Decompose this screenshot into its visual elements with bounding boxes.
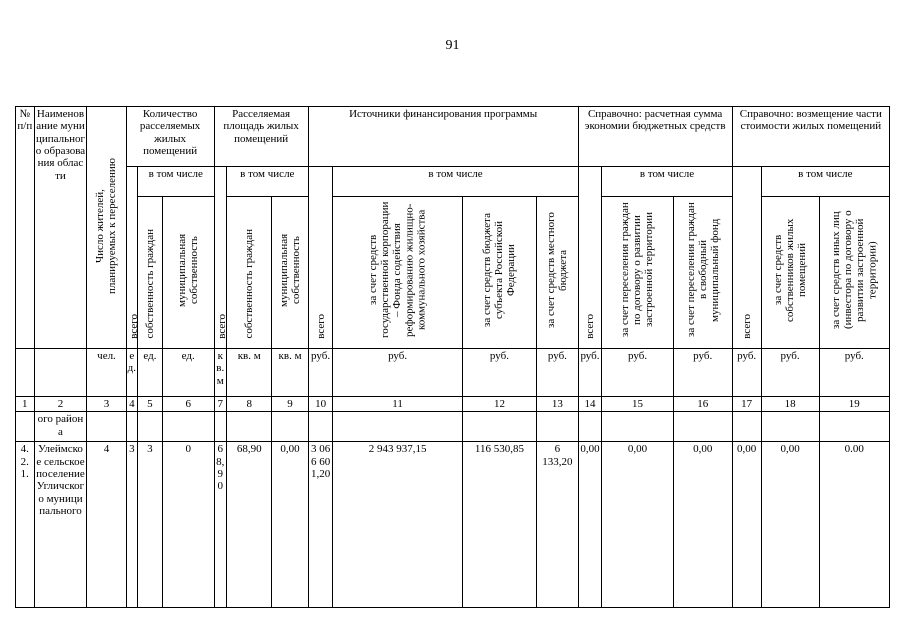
table-cell: 6 133,20 [537, 442, 578, 608]
compensation-total-header: всего [732, 167, 761, 349]
row-name: Улеймское сельское поселение Угличского муниципального [34, 442, 87, 608]
unit-cell: чел. [87, 349, 126, 397]
column-number: 7 [214, 397, 226, 412]
table-cell [761, 412, 819, 442]
column-number: 16 [673, 397, 732, 412]
econ-dev-header: за счет переселения граждан по договору о развитии застроенной территории [602, 197, 673, 349]
comp-owner-header: за счет средств собственников жилых помещений [761, 197, 819, 349]
unit-cell: руб. [537, 349, 578, 397]
column-number: 14 [578, 397, 602, 412]
table-cell [578, 412, 602, 442]
unit-cell: ед. [162, 349, 214, 397]
area-municipal-header: муниципальная собственность [272, 197, 308, 349]
table-cell [308, 412, 333, 442]
premises-private-header: собственность граждан [138, 197, 163, 349]
unit-cell: кв. м [214, 349, 226, 397]
economy-header: Справочно: расчетная сумма экономии бюджетных средств [578, 107, 732, 167]
econ-free-header: за счет переселения граждан в свободный муниципальный фонд [673, 197, 732, 349]
unit-cell [16, 349, 35, 397]
funding-header: Источники финансирования программы [308, 107, 578, 167]
unit-cell: руб. [308, 349, 333, 397]
area-incl-header: в том числе [226, 167, 308, 197]
unit-cell: ед. [126, 349, 137, 397]
unit-cell: кв. м [226, 349, 272, 397]
col-number-header: № п/п [16, 107, 35, 349]
table-cell: 2 943 937,15 [333, 442, 462, 608]
unit-cell [34, 349, 87, 397]
table-cell: 0,00 [673, 442, 732, 608]
area-header: Расселяемая площадь жилых помещений [214, 107, 308, 167]
premises-header: Количество расселяемых жилых помещений [126, 107, 214, 167]
column-number: 12 [462, 397, 536, 412]
table-cell [214, 412, 226, 442]
column-number: 9 [272, 397, 308, 412]
page-number: 91 [445, 38, 460, 53]
row-number [16, 412, 35, 442]
col-name-header: Наименование муниципального образования области [34, 107, 87, 349]
fund-subject-header: за счет средств бюджета субъекта Российской Федерации [462, 197, 536, 349]
column-number: 8 [226, 397, 272, 412]
unit-cell: ед. [138, 349, 163, 397]
table-cell: 68,90 [226, 442, 272, 608]
table-cell [272, 412, 308, 442]
table-cell: 0,00 [578, 442, 602, 608]
table-cell [673, 412, 732, 442]
premises-total-header: всего [126, 167, 137, 349]
table-cell: 0,00 [732, 442, 761, 608]
unit-cell: руб. [673, 349, 732, 397]
table-cell [138, 412, 163, 442]
table-cell: 4 [87, 442, 126, 608]
column-number: 18 [761, 397, 819, 412]
economy-total-header: всего [578, 167, 602, 349]
table-cell [226, 412, 272, 442]
column-number: 10 [308, 397, 333, 412]
units-row [16, 349, 890, 397]
col-residents-header: Число жителей, планируемых к переселению [87, 107, 126, 349]
compensation-header: Справочно: возмещение части стоимости жилых помещений [732, 107, 889, 167]
unit-cell: руб. [333, 349, 462, 397]
column-number: 1 [16, 397, 35, 412]
table-row [16, 442, 890, 608]
comp-other-header: за счет средств иных лиц (инвестора по договору о развитии застроенной территории) [819, 197, 889, 349]
column-number: 15 [602, 397, 673, 412]
column-number: 6 [162, 397, 214, 412]
area-total-header: всего [214, 167, 226, 349]
column-number: 11 [333, 397, 462, 412]
column-number: 13 [537, 397, 578, 412]
header-row-1 [16, 107, 890, 167]
fund-corp-header: за счет средств государственной корпорации – Фонда содействия реформированию жилищно-коммунального хозяйства [333, 197, 462, 349]
table-cell [126, 412, 137, 442]
column-number: 2 [34, 397, 87, 412]
unit-cell: руб. [732, 349, 761, 397]
area-private-header: собственность граждан [226, 197, 272, 349]
column-number: 3 [87, 397, 126, 412]
fund-local-header: за счет средств местного бюджета [537, 197, 578, 349]
table-cell: 3 [126, 442, 137, 608]
funding-incl-header: в том числе [333, 167, 578, 197]
unit-cell: руб. [578, 349, 602, 397]
table-cell [819, 412, 889, 442]
header-row-2 [16, 167, 890, 197]
row-number: 4.2.1. [16, 442, 35, 608]
table-cell [732, 412, 761, 442]
table-cell [87, 412, 126, 442]
column-number: 4 [126, 397, 137, 412]
unit-cell: кв. м [272, 349, 308, 397]
table-cell: 3 [138, 442, 163, 608]
unit-cell: руб. [819, 349, 889, 397]
column-number: 19 [819, 397, 889, 412]
program-table [15, 106, 890, 608]
table-cell [462, 412, 536, 442]
compensation-incl-header: в том числе [761, 167, 889, 197]
economy-incl-header: в том числе [602, 167, 732, 197]
table-cell: 0,00 [602, 442, 673, 608]
table-cell: 0.00 [819, 442, 889, 608]
table-cell: 0 [162, 442, 214, 608]
unit-cell: руб. [761, 349, 819, 397]
premises-incl-header: в том числе [138, 167, 215, 197]
table-cell: 68,90 [214, 442, 226, 608]
table-cell [537, 412, 578, 442]
unit-cell: руб. [602, 349, 673, 397]
table-cell: 0,00 [761, 442, 819, 608]
funding-total-header: всего [308, 167, 333, 349]
table-cell: 116 530,85 [462, 442, 536, 608]
table-cell [602, 412, 673, 442]
row-name: ого района [34, 412, 87, 442]
table-cell: 0,00 [272, 442, 308, 608]
unit-cell: руб. [462, 349, 536, 397]
column-number: 5 [138, 397, 163, 412]
column-number: 17 [732, 397, 761, 412]
column-numbers-row [16, 397, 890, 412]
table-cell [162, 412, 214, 442]
premises-municipal-header: муниципальная собственность [162, 197, 214, 349]
table-cell: 3 066 601,20 [308, 442, 333, 608]
table-row [16, 412, 890, 442]
table-cell [333, 412, 462, 442]
